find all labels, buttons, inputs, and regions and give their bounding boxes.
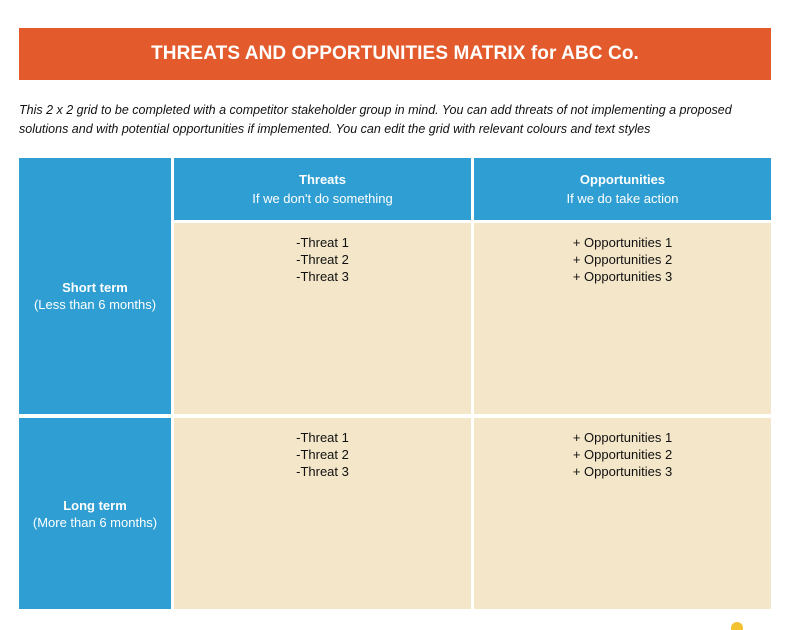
list-item: + Opportunities 3 [572,269,673,284]
column-header-title: Opportunities [579,172,666,187]
cell-short-term-threats[interactable] [174,223,471,414]
column-header-subtitle: If we do take action [566,191,679,206]
intro-text: This 2 x 2 grid to be completed with a competitor stakeholder group in mind. You can add threats of not implementing a proposed solutions and with potential opportunities if implemented. You can edit the grid with relevant colours and text styles [19,103,732,136]
list-item: + Opportunities 2 [572,447,673,462]
column-header-subtitle: If we don't do something [252,191,393,206]
cell-long-term-opportunities[interactable] [474,418,771,609]
row-header-title: Short term [62,280,128,295]
list-item: -Threat 2 [296,447,349,462]
corner-cell [19,158,171,220]
column-header-opportunities [474,158,771,220]
list-item: -Threat 1 [296,235,349,250]
list-item: + Opportunities 1 [572,430,673,445]
list-item: + Opportunities 3 [572,464,673,479]
accent-dot [731,622,743,630]
row-header-subtitle: (More than 6 months) [32,514,158,530]
list-item: + Opportunities 2 [572,252,673,267]
column-header-threats [174,158,471,220]
cell-long-term-threats[interactable] [174,418,471,609]
row-header-long-term [19,418,171,609]
list-item: -Threat 2 [296,252,349,267]
page-title: THREATS AND OPPORTUNITIES MATRIX for ABC Co. [151,43,639,64]
list-item: + Opportunities 1 [572,235,673,250]
cell-short-term-opportunities[interactable] [474,223,771,414]
row-header-short-term [19,220,171,414]
list-item: -Threat 3 [296,269,349,284]
list-item: -Threat 3 [296,464,349,479]
list-item: -Threat 1 [296,430,349,445]
row-header-subtitle: (Less than 6 months) [33,297,157,312]
row-header-title: Long term [63,497,127,513]
title-bar [19,28,771,80]
column-header-title: Threats [299,172,346,187]
